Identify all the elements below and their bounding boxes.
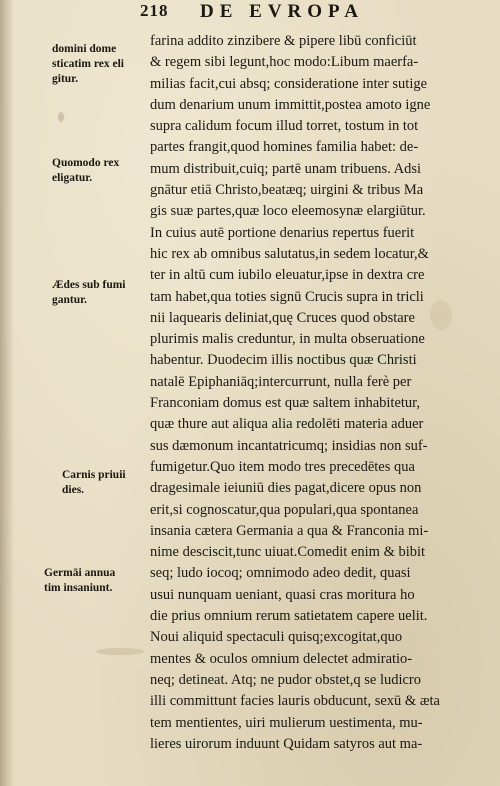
text-line: gis suæ partes,quæ loco eleemosynæ elargiūtur. xyxy=(150,203,426,220)
marginal-note-domini: domini dome sticatim rex eli gitur. xyxy=(52,43,124,85)
foxing-spot xyxy=(58,112,64,122)
text-line: neq; detineat. Atq; ne pudor obstet,q se ludicro xyxy=(150,671,422,688)
text-line: mum distribuit,cuiq; partē unam tribuens. Adsi xyxy=(150,160,422,177)
text-line: milias facit,cui absq; consideratione inter sutige xyxy=(150,75,428,92)
text-line: tam habet,qua toties signū Crucis supra in tricli xyxy=(150,288,424,305)
text-line: Franconiam domus est quæ saltem inhabitetur, xyxy=(150,395,421,412)
text-line: In cuius autē portione denarius repertus fuerit xyxy=(150,224,415,241)
text-line: nii laquearis deliniat,quę Cruces quod obstare xyxy=(150,309,415,326)
marginal-notes xyxy=(0,0,150,786)
text-line: die prius omnium rerum satietatem capere uelit. xyxy=(150,608,428,625)
text-line: dragesimale ieiuniū dies pagat,dicere opus non xyxy=(150,480,422,497)
text-line: lieres uirorum induunt Quidam satyros aut ma- xyxy=(150,735,423,752)
text-line: mentes & oculos omnium delectet admiratio- xyxy=(150,650,413,667)
marginal-note-aedes: Ædes sub fumi gantur. xyxy=(52,279,126,306)
text-line: ter in altū cum iubilo eleuatur,ipse in dextra cre xyxy=(150,267,425,284)
text-line: quæ thure aut aliqua alia redolēti materia aduer xyxy=(150,416,424,433)
text-line: illi committunt facies lauris obducunt, sexū & æta xyxy=(150,693,440,710)
text-line: nime desciscit,tunc uiuat.Comedit enim & bibit xyxy=(150,544,426,561)
text-line: habentur. Duodecim illis noctibus quæ Christi xyxy=(150,352,417,369)
text-line: Noui aliquid spectaculi quisq;excogitat,quo xyxy=(150,629,403,646)
text-line: gnātur etiā Christo,beatæq; uirgini & tribus Ma xyxy=(150,182,424,199)
text-line: usui nunquam ueniant, quasi cras moritura ho xyxy=(150,586,415,603)
text-line: fumigetur.Quo item modo tres precedētes qua xyxy=(150,458,415,475)
text-line: farina addito zinzibere & pipere libū conficiūt xyxy=(150,33,417,49)
text-line: partes frangit,quod homines familia habet: de- xyxy=(150,139,419,156)
text-line: hic rex ab omnibus salutatus,in sedem locatur,& xyxy=(150,245,429,262)
marginal-note-quomodo: Quomodo rex eligatur. xyxy=(52,157,120,184)
text-line: plurimis malis creduntur, in multa obseruatione xyxy=(150,331,425,348)
marginal-note-germani: Germāi annua tim insaniunt. xyxy=(44,567,116,594)
text-line: tem mentientes, uiri mulierum uestimenta, mu- xyxy=(150,714,423,731)
running-head: DE EVROPA xyxy=(200,1,364,22)
text-line: insania cætera Germania a qua & Franconia mi- xyxy=(150,522,429,539)
text-line: erit,si cognoscatur,qua populari,qua spontanea xyxy=(150,501,419,518)
text-line: sus dæmonum incantatricumq; insidias non suf- xyxy=(150,437,428,454)
text-line: & regem sibi legunt,hoc modo:Libum maerfa- xyxy=(150,54,419,71)
foxing-spot xyxy=(96,648,144,655)
marginal-note-carnis: Carnis priuii dies. xyxy=(62,469,126,496)
text-line: seq; ludo iocoq; omnimodo adeo dedit, quasi xyxy=(150,565,411,582)
text-line: dum denarium unum immittit,postea amoto igne xyxy=(150,96,431,113)
body-text xyxy=(150,31,480,755)
page-number: 218 xyxy=(140,1,169,20)
text-line: supra calidum focum illud torret, tostum in tot xyxy=(150,118,419,135)
text-line: natalē Epiphaniāq;intercurrunt, nulla ferè per xyxy=(150,373,412,390)
